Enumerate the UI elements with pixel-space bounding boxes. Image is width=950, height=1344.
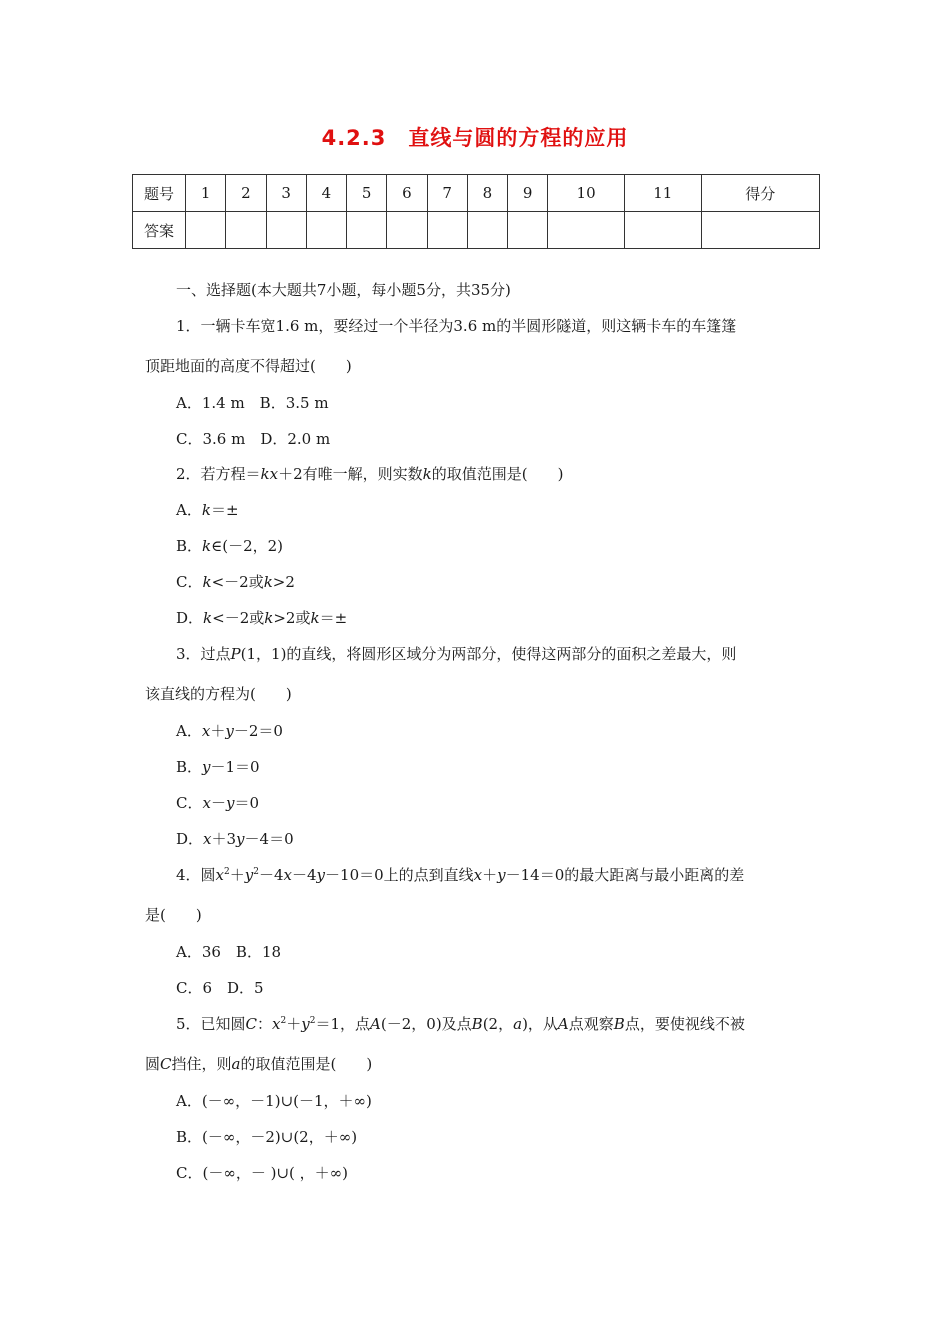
number-cell: 8 [467,175,507,212]
answer-table [132,174,820,249]
number-cell: 9 [508,175,548,212]
question-2-option-d: D．k<－2或k>2或k＝± [176,609,348,627]
number-cell: 5 [347,175,387,212]
row-label-answer: 答案 [133,212,186,249]
section-heading: 一、选择题(本大题共7小题，每小题5分，共35分) [176,281,511,299]
answer-cell [427,212,467,249]
number-cell: 11 [624,175,701,212]
question-3-line-2: 该直线的方程为( ) [145,685,292,703]
page-title: 4.2.3 直线与圆的方程的应用 [321,126,629,150]
answer-cell [508,212,548,249]
question-4-line-2: 是( ) [145,906,202,924]
table-row [133,175,820,212]
question-5-line-2: 圆C挡住，则a的取值范围是( ) [145,1055,373,1073]
question-4-options-cd: C．6 D．5 [176,979,264,997]
question-1-line-1: 1．一辆卡车宽1.6 m，要经过一个半径为3.6 m的半圆形隧道，则这辆卡车的车篷篷 [176,317,737,335]
question-2-option-c: C．k<－2或k>2 [176,573,295,591]
score-cell [701,212,819,249]
question-4-options-ab: A．36 B．18 [176,943,282,961]
question-5-option-a: A．(－∞，－1)∪(－1，＋∞) [176,1092,372,1110]
question-3-option-b: B．y－1＝0 [176,758,260,776]
number-cell: 10 [548,175,625,212]
question-2-option-a: A．k＝± [176,501,239,519]
question-5-option-c: C．(－∞，－ )∪( ，＋∞) [176,1164,348,1182]
answer-cell [186,212,226,249]
answer-cell [347,212,387,249]
number-cell: 3 [266,175,306,212]
question-3-line-1: 3．过点P(1，1)的直线，将圆形区域分为两部分，使得这两部分的面积之差最大，则 [176,645,737,663]
question-5-option-b: B．(－∞，－2)∪(2，＋∞) [176,1128,358,1146]
question-3-option-c: C．x－y＝0 [176,794,259,812]
score-label: 得分 [701,175,819,212]
answer-cell [548,212,625,249]
answer-cell [467,212,507,249]
question-1-options-cd: C．3.6 m D．2.0 m [176,430,331,448]
table-row [133,212,820,249]
question-1-options-ab: A．1.4 m B．3.5 m [176,394,329,412]
question-3-option-d: D．x＋3y－4＝0 [176,830,294,848]
number-cell: 2 [226,175,266,212]
question-4-line-1: 4．圆$x^2+y^2-4x-4y-10=0$上的点到直线x＋y－14＝0的最大距离与最小距离的差 [176,866,745,884]
number-cell: 1 [186,175,226,212]
question-1-line-2: 顶距地面的高度不得超过( ) [145,357,352,375]
question-5-line-1: 5．已知圆C：$x^2+y^2=1$，点A(－2，0)及点B(2，a)，从A点观察B点，要使视线不被 [176,1015,745,1033]
number-cell: 7 [427,175,467,212]
question-2-option-b: B．k∈(－2，2) [176,537,284,555]
answer-cell [387,212,427,249]
number-cell: 6 [387,175,427,212]
answer-cell [226,212,266,249]
question-3-option-a: A．x＋y－2＝0 [176,722,283,740]
question-2-line-1: 2．若方程＝kx＋2有唯一解，则实数k的取值范围是( ) [176,465,564,483]
row-label-number: 题号 [133,175,186,212]
answer-cell [306,212,346,249]
answer-cell [624,212,701,249]
answer-cell [266,212,306,249]
number-cell: 4 [306,175,346,212]
